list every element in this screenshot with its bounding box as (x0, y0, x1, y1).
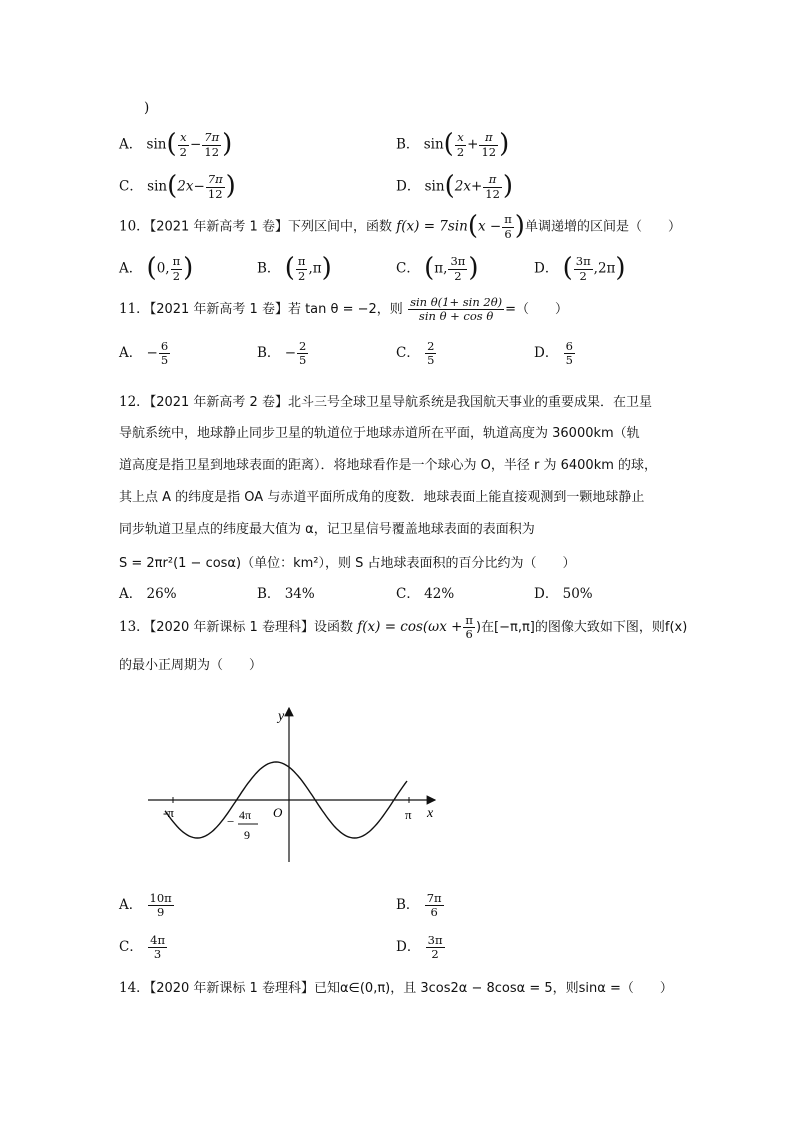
q9-option-b: B． sin( $\frac{x}{2}$ + $\frac{\pi}{12}$ ) (396, 129, 510, 159)
neg-pi-label: -π (163, 805, 174, 820)
question-13-line-1: 13．【2020 年新课标 1 卷理科】设函数 f(x) = cos(ωx + $\frac{\pi}{6}$ )在[−π,π]的图像大致如下图，则f(x) (119, 613, 688, 642)
question-12-line-5: 同步轨道卫星点的纬度最大值为 α，记卫星信号覆盖地球表面的表面积为 (119, 522, 535, 537)
q11-option-d: D． $\frac{6}{5}$ (534, 339, 573, 368)
q10-option-a: A． (0, $\frac{\pi}{2}$ ) (119, 253, 194, 283)
q12-option-c: C． 42% (396, 586, 455, 602)
q13-option-b: B． $\frac{7\pi}{6}$ (396, 891, 442, 920)
q10-option-b: B． ( $\frac{\pi}{2}$ ,π) (257, 253, 332, 283)
q13-option-c: C． $\frac{4\pi}{3}$ (119, 933, 166, 962)
tick-fraction-numerator: 4π (239, 808, 252, 822)
question-10: 10．【2021 年新高考 1 卷】下列区间中，函数 f(x) = 7sin(x − $\frac{\pi}{6}$ )单调递增的区间是（ ） (119, 211, 681, 241)
q11-option-a: A． − $\frac{6}{5}$ (119, 339, 169, 368)
q9-option-a: A． sin( $\frac{x}{2}$ − $\frac{7\pi}{12}$ ) (119, 129, 233, 159)
cosine-graph (140, 700, 450, 870)
question-12-line-1: 12．【2021 年新高考 2 卷】北斗三号全球卫星导航系统是我国航天事业的重要成果．在卫星 (119, 394, 652, 410)
question-12-line-2: 导航系统中，地球静止同步卫星的轨道位于地球赤道所在平面，轨道高度为 36000km（轨 (119, 426, 640, 441)
q13-option-a: A． $\frac{10\pi}{9}$ (119, 891, 172, 920)
question-12-line-6: S = 2πr²(1 − cosα)（单位：km²），则 S 占地球表面积的百分比约为（ ） (119, 556, 576, 571)
x-axis-label: x (427, 806, 434, 821)
q12-option-b: B． 34% (257, 586, 315, 602)
question-11: 11．【2021 年新高考 1 卷】若 tan θ = −2，则 $\frac{\text{sin θ(1+ sin 2θ)}}{\text{sin θ + cos θ}}$ =（ ） (119, 295, 569, 324)
question-14: 14．【2020 年新课标 1 卷理科】已知α∈(0,π)，且 3cos2α − 8cosα = 5，则sinα =（ ） (119, 980, 673, 996)
y-axis-label: y (278, 709, 285, 724)
q10-option-c: C． (π, $\frac{3\pi}{2}$ ) (396, 253, 479, 283)
q11-option-b: B． − $\frac{2}{5}$ (257, 339, 307, 368)
q12-option-d: D． 50% (534, 586, 593, 602)
pi-label: π (405, 807, 412, 822)
tick-fraction-denominator: 9 (244, 828, 250, 842)
q10-option-d: D． ( $\frac{3\pi}{2}$ ,2π) (534, 253, 626, 283)
question-12-line-3: 道高度是指卫星到地球表面的距离）．将地球看作是一个球心为 O，半径 r 为 6400km 的球， (119, 458, 658, 473)
q13-option-d: D． $\frac{3\pi}{2}$ (396, 933, 443, 962)
question-12-line-4: 其上点 A 的纬度是指 OA 与赤道平面所成角的度数．地球表面上能直接观测到一颗地球静止 (119, 490, 645, 505)
q11-option-c: C． $\frac{2}{5}$ (396, 339, 435, 368)
q9-option-c: C． sin(2x− $\frac{7\pi}{12}$ ) (119, 171, 236, 201)
tick-minus-sign: − (227, 814, 235, 829)
q9-option-d: D． sin(2x+ $\frac{\pi}{12}$ ) (396, 171, 514, 201)
q12-option-a: A． 26% (119, 586, 177, 602)
question-9-paren: ) (144, 100, 150, 116)
origin-label: O (273, 805, 283, 820)
question-13-line-2: 的最小正周期为（ ） (119, 658, 263, 673)
